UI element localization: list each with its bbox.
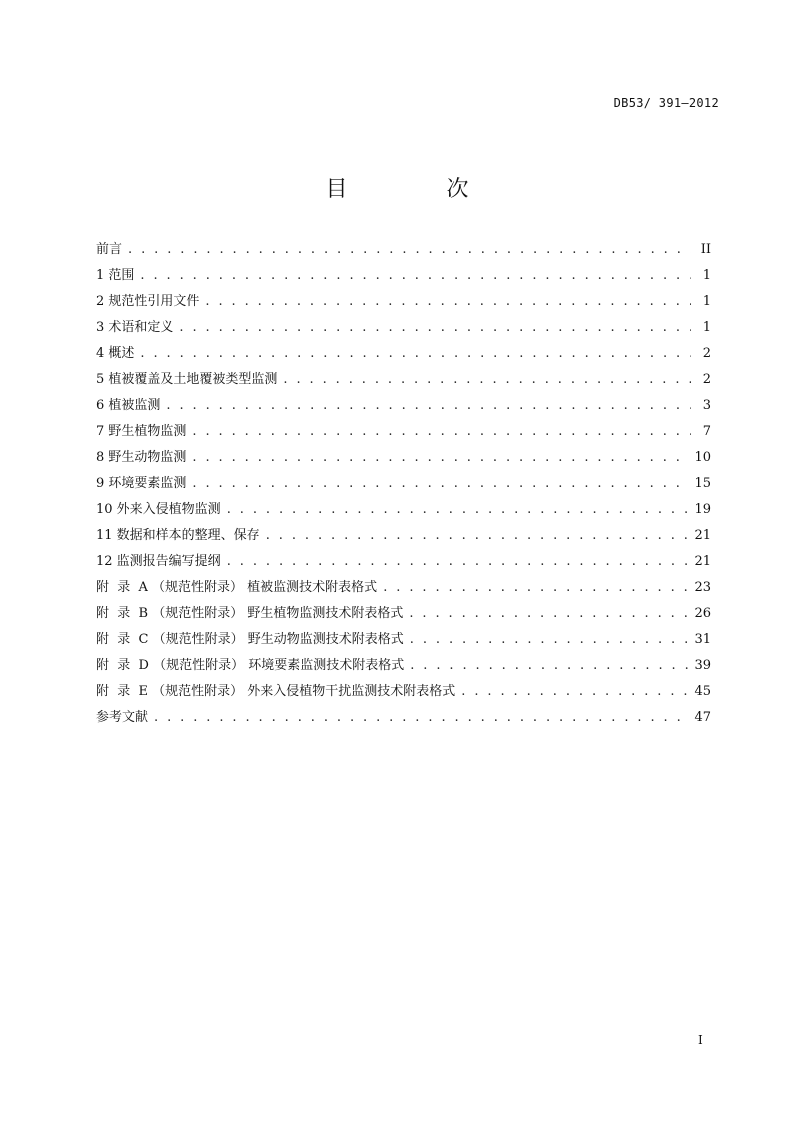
toc-entry-foreword[interactable] (96, 237, 711, 263)
toc-entry-label: 6 植被监测 (96, 398, 161, 413)
toc-entry-page: 7 (702, 424, 711, 439)
toc-entry-label: 9 环境要素监测 (96, 476, 187, 491)
toc-entry-label: 11 数据和样本的整理、保存 (96, 528, 260, 543)
toc-entry-label: 5 植被覆盖及土地覆被类型监测 (96, 372, 278, 387)
toc-entry-label: 3 术语和定义 (96, 320, 174, 335)
toc-entry-appendix-e[interactable] (96, 679, 711, 705)
toc-entry-references[interactable] (96, 705, 711, 731)
toc-leader-dots (205, 289, 691, 315)
toc-entry-appendix-b[interactable] (96, 601, 711, 627)
toc-entry-appendix-c[interactable] (96, 627, 711, 653)
toc-leader-dots (409, 601, 688, 627)
toc-entry-label: 12 监测报告编写提纲 (96, 554, 221, 569)
toc-leader-dots (227, 497, 689, 523)
toc-entry-environment-monitoring[interactable] (96, 471, 711, 497)
toc-leader-dots (192, 471, 688, 497)
toc-leader-dots (283, 367, 691, 393)
toc-entry-label: 8 野生动物监测 (96, 450, 187, 465)
toc-leader-dots (461, 679, 688, 705)
toc-entry-data-sample-storage[interactable] (96, 523, 711, 549)
toc-entry-label: 4 概述 (96, 346, 135, 361)
toc-entry-page: 26 (694, 606, 711, 621)
toc-leader-dots (266, 523, 689, 549)
toc-entry-label: 前言 (96, 242, 123, 257)
toc-entry-label: 2 规范性引用文件 (96, 294, 200, 309)
toc-entry-wild-plant-monitoring[interactable] (96, 419, 711, 445)
toc-entry-page: II (700, 242, 711, 257)
toc-leader-dots (154, 705, 688, 731)
toc-entry-terms-definitions[interactable] (96, 315, 711, 341)
page-title: 目 次 (325, 177, 515, 202)
toc-entry-page: 3 (702, 398, 711, 413)
toc-entry-appendix-a[interactable] (96, 575, 711, 601)
toc-entry-scope[interactable] (96, 263, 711, 289)
toc-entry-label: 7 野生植物监测 (96, 424, 187, 439)
toc-entry-page: 31 (694, 632, 711, 647)
toc-leader-dots (140, 263, 691, 289)
toc-entry-label: 附 录 D （规范性附录） 环境要素监测技术附表格式 (96, 658, 405, 673)
toc-leader-dots (383, 575, 688, 601)
toc-entry-vegetation-monitoring[interactable] (96, 393, 711, 419)
toc-entry-overview[interactable] (96, 341, 711, 367)
toc-entry-label: 附 录 C （规范性附录） 野生动物监测技术附表格式 (96, 632, 404, 647)
toc-entry-page: 15 (694, 476, 711, 491)
toc-entry-page: 45 (694, 684, 711, 699)
toc-leader-dots (410, 627, 689, 653)
toc-entry-page: 21 (694, 554, 711, 569)
toc-entry-report-outline[interactable] (96, 549, 711, 575)
toc-entry-page: 23 (694, 580, 711, 595)
toc-entry-wild-animal-monitoring[interactable] (96, 445, 711, 471)
toc-leader-dots (179, 315, 691, 341)
toc-entry-normative-references[interactable] (96, 289, 711, 315)
toc-entry-appendix-d[interactable] (96, 653, 711, 679)
toc-leader-dots (192, 419, 691, 445)
toc-entry-page: 2 (702, 372, 711, 387)
toc-entry-label: 1 范围 (96, 268, 135, 283)
toc-entry-label: 附 录 E （规范性附录） 外来入侵植物干扰监测技术附表格式 (96, 684, 456, 699)
toc-entry-page: 21 (694, 528, 711, 543)
toc-leader-dots (192, 445, 688, 471)
toc-entry-label: 附 录 A （规范性附录） 植被监测技术附表格式 (96, 580, 378, 595)
toc-entry-label: 参考文献 (96, 710, 149, 725)
table-of-contents (96, 237, 711, 731)
toc-entry-label: 10 外来入侵植物监测 (96, 502, 221, 517)
toc-entry-page: 2 (702, 346, 711, 361)
toc-entry-invasive-plant-monitoring[interactable] (96, 497, 711, 523)
toc-entry-page: 1 (702, 268, 711, 283)
toc-entry-page: 1 (702, 320, 711, 335)
toc-leader-dots (166, 393, 691, 419)
page-number: I (698, 1033, 703, 1047)
toc-entry-page: 10 (694, 450, 711, 465)
toc-entry-page: 19 (694, 502, 711, 517)
toc-entry-page: 47 (694, 710, 711, 725)
toc-leader-dots (140, 341, 691, 367)
toc-leader-dots (128, 237, 691, 263)
toc-entry-label: 附 录 B （规范性附录） 野生植物监测技术附表格式 (96, 606, 404, 621)
toc-entry-page: 1 (702, 294, 711, 309)
toc-leader-dots (227, 549, 689, 575)
toc-entry-land-cover-monitoring[interactable] (96, 367, 711, 393)
document-code: DB53/ 391—2012 (613, 96, 719, 110)
toc-entry-page: 39 (694, 658, 711, 673)
toc-leader-dots (410, 653, 688, 679)
